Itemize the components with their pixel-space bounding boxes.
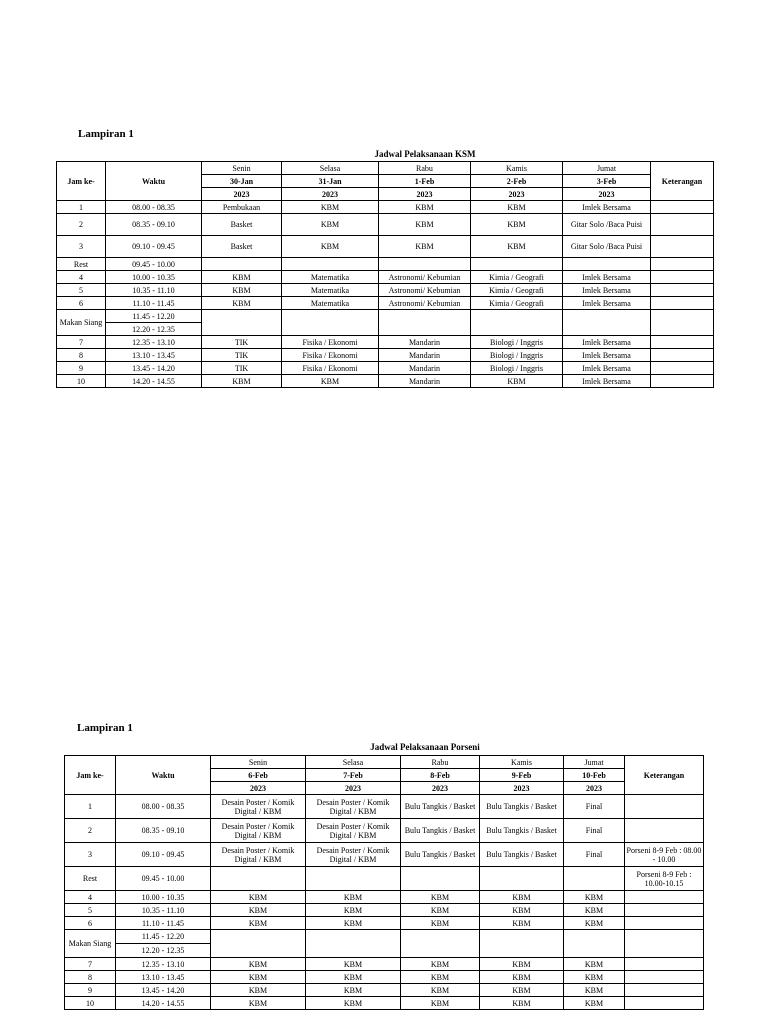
cell-activity: KBM: [202, 375, 282, 388]
header-day-name: Kamis: [471, 162, 563, 175]
cell-activity: KBM: [202, 297, 282, 310]
table-row: [65, 917, 704, 930]
cell-waktu: 08.00 - 08.35: [116, 795, 211, 819]
header-day-date: 1-Feb: [379, 175, 471, 188]
table-row: [57, 201, 714, 214]
cell-activity: Imlek Bersama: [563, 271, 651, 284]
cell-activity: Desain Poster / Komik Digital / KBM: [306, 843, 401, 867]
cell-keterangan: [651, 236, 714, 258]
header-day-name: Jumat: [563, 162, 651, 175]
cell-keterangan: Porseni 8-9 Feb : 10.00-10.15: [625, 867, 704, 891]
cell-jam: Rest: [57, 258, 106, 271]
cell-activity: KBM: [480, 904, 564, 917]
header-day-name: Rabu: [379, 162, 471, 175]
cell-activity: KBM: [306, 971, 401, 984]
table-row-makan: [57, 310, 714, 323]
cell-activity: KBM: [282, 201, 379, 214]
cell-activity: KBM: [401, 997, 480, 1010]
cell-waktu: 13.10 - 13.45: [106, 349, 202, 362]
cell-activity: KBM: [480, 971, 564, 984]
header-day-year: 2023: [564, 782, 625, 795]
header-day-name: Jumat: [564, 756, 625, 769]
cell-activity: KBM: [282, 236, 379, 258]
cell-activity: KBM: [564, 997, 625, 1010]
cell-jam: 4: [65, 891, 116, 904]
cell-activity: Desain Poster / Komik Digital / KBM: [306, 795, 401, 819]
header-keterangan: Keterangan: [625, 756, 704, 795]
table-row: [57, 258, 714, 271]
table-row: [65, 867, 704, 891]
cell-activity: KBM: [306, 958, 401, 971]
cell-activity: KBM: [480, 917, 564, 930]
cell-activity: KBM: [211, 984, 306, 997]
table-row: [57, 336, 714, 349]
cell-waktu: 09.10 - 09.45: [106, 236, 202, 258]
cell-activity: Matematika: [282, 271, 379, 284]
cell-keterangan: [625, 958, 704, 971]
cell-activity: KBM: [211, 997, 306, 1010]
cell-activity: Basket: [202, 236, 282, 258]
table-row: [57, 271, 714, 284]
cell-activity: KBM: [564, 904, 625, 917]
cell-waktu: 09.45 - 10.00: [116, 867, 211, 891]
cell-activity: KBM: [306, 904, 401, 917]
cell-jam: 5: [57, 284, 106, 297]
cell-activity: Final: [564, 819, 625, 843]
cell-activity: Biologi / Inggris: [471, 362, 563, 375]
header-day-year: 2023: [379, 188, 471, 201]
cell-waktu: 11.45 - 12.20: [116, 930, 211, 944]
cell-jam: 1: [57, 201, 106, 214]
cell-activity: [282, 310, 379, 336]
cell-activity: [211, 867, 306, 891]
cell-waktu: 11.10 - 11.45: [116, 917, 211, 930]
cell-activity: [211, 930, 306, 958]
cell-activity: Kimia / Geografi: [471, 284, 563, 297]
cell-keterangan: [625, 795, 704, 819]
header-keterangan: Keterangan: [651, 162, 714, 201]
header-jam: Jam ke-: [65, 756, 116, 795]
cell-activity: KBM: [564, 917, 625, 930]
cell-activity: Imlek Bersama: [563, 336, 651, 349]
header-day-year: 2023: [306, 782, 401, 795]
cell-activity: Astronomi/ Kebumian: [379, 271, 471, 284]
cell-activity: KBM: [379, 201, 471, 214]
cell-activity: Imlek Bersama: [563, 201, 651, 214]
cell-activity: [480, 867, 564, 891]
cell-jam: 5: [65, 904, 116, 917]
cell-activity: KBM: [480, 891, 564, 904]
cell-waktu: 10.35 - 11.10: [106, 284, 202, 297]
cell-activity: TIK: [202, 336, 282, 349]
cell-activity: [401, 867, 480, 891]
cell-activity: Kimia / Geografi: [471, 297, 563, 310]
cell-activity: [379, 310, 471, 336]
cell-activity: Fisika / Ekonomi: [282, 362, 379, 375]
table-row: [65, 997, 704, 1010]
cell-activity: [471, 310, 563, 336]
cell-waktu: 12.20 - 12.35: [106, 323, 202, 336]
cell-activity: Fisika / Ekonomi: [282, 349, 379, 362]
cell-waktu: 10.00 - 10.35: [116, 891, 211, 904]
cell-activity: KBM: [401, 891, 480, 904]
cell-activity: Biologi / Inggris: [471, 336, 563, 349]
cell-keterangan: [651, 297, 714, 310]
cell-activity: KBM: [471, 236, 563, 258]
table-row: [65, 958, 704, 971]
cell-activity: KBM: [202, 284, 282, 297]
cell-waktu: 14.20 - 14.55: [116, 997, 211, 1010]
table-row: [57, 284, 714, 297]
cell-waktu: 08.00 - 08.35: [106, 201, 202, 214]
cell-activity: [564, 867, 625, 891]
cell-activity: [202, 310, 282, 336]
header-day-date: 30-Jan: [202, 175, 282, 188]
cell-activity: KBM: [282, 214, 379, 236]
cell-waktu: 12.35 - 13.10: [106, 336, 202, 349]
table-row-makan: [65, 930, 704, 944]
header-waktu: Waktu: [116, 756, 211, 795]
table-row: [57, 349, 714, 362]
cell-activity: Matematika: [282, 297, 379, 310]
header-jam: Jam ke-: [57, 162, 106, 201]
table-row: [65, 984, 704, 997]
table-row: [65, 904, 704, 917]
cell-activity: KBM: [282, 375, 379, 388]
cell-jam: 3: [65, 843, 116, 867]
header-day-year: 2023: [401, 782, 480, 795]
cell-keterangan: [625, 997, 704, 1010]
cell-activity: KBM: [564, 971, 625, 984]
cell-activity: Mandarin: [379, 375, 471, 388]
header-day-name: Selasa: [282, 162, 379, 175]
cell-activity: Mandarin: [379, 362, 471, 375]
cell-waktu: 08.35 - 09.10: [116, 819, 211, 843]
cell-activity: KBM: [306, 984, 401, 997]
cell-activity: Basket: [202, 214, 282, 236]
header-day-date: 3-Feb: [563, 175, 651, 188]
lampiran-label-porseni: Lampiran 1: [77, 722, 133, 734]
header-day-year: 2023: [211, 782, 306, 795]
cell-activity: [306, 930, 401, 958]
cell-activity: Imlek Bersama: [563, 362, 651, 375]
header-day-date: 2-Feb: [471, 175, 563, 188]
cell-waktu: 12.35 - 13.10: [116, 958, 211, 971]
cell-activity: KBM: [471, 214, 563, 236]
cell-jam: 8: [57, 349, 106, 362]
cell-activity: [202, 258, 282, 271]
table-row: [65, 843, 704, 867]
cell-keterangan: [625, 971, 704, 984]
cell-activity: Imlek Bersama: [563, 349, 651, 362]
cell-keterangan: [625, 984, 704, 997]
cell-jam: 10: [65, 997, 116, 1010]
cell-activity: KBM: [306, 997, 401, 1010]
cell-activity: KBM: [211, 891, 306, 904]
cell-keterangan: [651, 271, 714, 284]
cell-jam: 9: [57, 362, 106, 375]
cell-waktu: 14.20 - 14.55: [106, 375, 202, 388]
cell-jam: 1: [65, 795, 116, 819]
cell-makan-label: Makan Siang: [65, 930, 116, 958]
table-row: [57, 362, 714, 375]
cell-activity: Biologi / Inggris: [471, 349, 563, 362]
cell-activity: [471, 258, 563, 271]
table-row: [65, 795, 704, 819]
cell-activity: Imlek Bersama: [563, 297, 651, 310]
table-row: [65, 971, 704, 984]
cell-activity: KBM: [379, 214, 471, 236]
cell-jam: 7: [57, 336, 106, 349]
table-row: [57, 375, 714, 388]
cell-activity: KBM: [471, 201, 563, 214]
cell-keterangan: Porseni 8-9 Feb : 08.00 - 10.00: [625, 843, 704, 867]
cell-waktu: 08.35 - 09.10: [106, 214, 202, 236]
cell-keterangan: [625, 891, 704, 904]
header-day-year: 2023: [471, 188, 563, 201]
header-day-year: 2023: [563, 188, 651, 201]
cell-activity: [564, 930, 625, 958]
cell-activity: Gitar Solo /Baca Puisi: [563, 236, 651, 258]
cell-activity: KBM: [211, 917, 306, 930]
cell-activity: KBM: [401, 971, 480, 984]
cell-activity: KBM: [564, 958, 625, 971]
cell-waktu: 11.10 - 11.45: [106, 297, 202, 310]
cell-keterangan: [651, 214, 714, 236]
cell-jam: 6: [57, 297, 106, 310]
cell-activity: Astronomi/ Kebumian: [379, 297, 471, 310]
header-day-year: 2023: [282, 188, 379, 201]
cell-jam: 10: [57, 375, 106, 388]
cell-activity: [563, 310, 651, 336]
cell-jam: 9: [65, 984, 116, 997]
cell-activity: Astronomi/ Kebumian: [379, 284, 471, 297]
cell-activity: Mandarin: [379, 336, 471, 349]
cell-activity: KBM: [211, 904, 306, 917]
header-waktu: Waktu: [106, 162, 202, 201]
cell-activity: KBM: [211, 958, 306, 971]
header-day-date: 9-Feb: [480, 769, 564, 782]
cell-activity: Final: [564, 843, 625, 867]
cell-activity: Kimia / Geografi: [471, 271, 563, 284]
cell-waktu: 13.45 - 14.20: [116, 984, 211, 997]
header-day-name: Senin: [202, 162, 282, 175]
cell-activity: Mandarin: [379, 349, 471, 362]
header-day-date: 31-Jan: [282, 175, 379, 188]
cell-makan-label: Makan Siang: [57, 310, 106, 336]
cell-activity: KBM: [379, 236, 471, 258]
cell-activity: Imlek Bersama: [563, 284, 651, 297]
cell-keterangan: [625, 930, 704, 958]
cell-activity: KBM: [401, 958, 480, 971]
cell-keterangan: [625, 819, 704, 843]
header-day-date: 8-Feb: [401, 769, 480, 782]
table-row: [57, 236, 714, 258]
header-day-name: Selasa: [306, 756, 401, 769]
cell-activity: [401, 930, 480, 958]
header-day-year: 2023: [202, 188, 282, 201]
cell-activity: TIK: [202, 362, 282, 375]
cell-jam: 2: [57, 214, 106, 236]
cell-jam: Rest: [65, 867, 116, 891]
table-row: [65, 819, 704, 843]
cell-jam: 3: [57, 236, 106, 258]
cell-activity: KBM: [306, 917, 401, 930]
cell-jam: 8: [65, 971, 116, 984]
header-row-days: [65, 756, 704, 769]
cell-keterangan: [651, 284, 714, 297]
cell-activity: Final: [564, 795, 625, 819]
cell-activity: KBM: [401, 917, 480, 930]
cell-activity: Imlek Bersama: [563, 375, 651, 388]
cell-jam: 2: [65, 819, 116, 843]
cell-activity: KBM: [401, 904, 480, 917]
cell-waktu: 11.45 - 12.20: [106, 310, 202, 323]
cell-activity: Fisika / Ekonomi: [282, 336, 379, 349]
cell-activity: [563, 258, 651, 271]
cell-activity: KBM: [211, 971, 306, 984]
cell-jam: 4: [57, 271, 106, 284]
cell-waktu: 12.20 - 12.35: [116, 944, 211, 958]
cell-activity: [379, 258, 471, 271]
cell-activity: [480, 930, 564, 958]
cell-activity: Desain Poster / Komik Digital / KBM: [306, 819, 401, 843]
cell-keterangan: [651, 336, 714, 349]
cell-activity: KBM: [480, 997, 564, 1010]
lampiran-label-ksm: Lampiran 1: [78, 128, 134, 140]
header-day-date: 6-Feb: [211, 769, 306, 782]
porseni-table-title: Jadwal Pelaksanaan Porseni: [370, 742, 480, 752]
cell-keterangan: [651, 201, 714, 214]
cell-waktu: 10.35 - 11.10: [116, 904, 211, 917]
header-day-year: 2023: [480, 782, 564, 795]
cell-activity: KBM: [306, 891, 401, 904]
cell-keterangan: [651, 310, 714, 336]
cell-activity: Gitar Solo /Baca Puisi: [563, 214, 651, 236]
cell-activity: Bulu Tangkis / Basket: [401, 819, 480, 843]
table-row: [57, 297, 714, 310]
cell-activity: Bulu Tangkis / Basket: [401, 843, 480, 867]
cell-waktu: 10.00 - 10.35: [106, 271, 202, 284]
cell-activity: Desain Poster / Komik Digital / KBM: [211, 819, 306, 843]
cell-activity: Pembukaan: [202, 201, 282, 214]
cell-activity: KBM: [564, 984, 625, 997]
cell-activity: Bulu Tangkis / Basket: [480, 795, 564, 819]
cell-keterangan: [651, 375, 714, 388]
ksm-schedule-table: [56, 161, 714, 388]
cell-waktu: 09.45 - 10.00: [106, 258, 202, 271]
cell-activity: KBM: [202, 271, 282, 284]
cell-waktu: 13.45 - 14.20: [106, 362, 202, 375]
cell-keterangan: [625, 904, 704, 917]
cell-activity: KBM: [564, 891, 625, 904]
cell-keterangan: [651, 258, 714, 271]
header-row-days: [57, 162, 714, 175]
ksm-table-title: Jadwal Pelaksanaan KSM: [374, 149, 476, 159]
cell-activity: KBM: [480, 984, 564, 997]
cell-activity: Matematika: [282, 284, 379, 297]
cell-activity: TIK: [202, 349, 282, 362]
cell-jam: 7: [65, 958, 116, 971]
table-row: [65, 891, 704, 904]
header-day-name: Kamis: [480, 756, 564, 769]
cell-waktu: 09.10 - 09.45: [116, 843, 211, 867]
cell-activity: KBM: [471, 375, 563, 388]
cell-keterangan: [651, 349, 714, 362]
porseni-schedule-table: [64, 755, 704, 1010]
cell-activity: [306, 867, 401, 891]
header-day-name: Senin: [211, 756, 306, 769]
cell-activity: Desain Poster / Komik Digital / KBM: [211, 843, 306, 867]
cell-activity: KBM: [480, 958, 564, 971]
cell-waktu: 13.10 - 13.45: [116, 971, 211, 984]
table-row: [57, 214, 714, 236]
header-day-name: Rabu: [401, 756, 480, 769]
cell-activity: Bulu Tangkis / Basket: [401, 795, 480, 819]
cell-activity: [282, 258, 379, 271]
header-day-date: 10-Feb: [564, 769, 625, 782]
cell-activity: Bulu Tangkis / Basket: [480, 819, 564, 843]
cell-activity: Desain Poster / Komik Digital / KBM: [211, 795, 306, 819]
cell-activity: Bulu Tangkis / Basket: [480, 843, 564, 867]
header-day-date: 7-Feb: [306, 769, 401, 782]
cell-jam: 6: [65, 917, 116, 930]
cell-keterangan: [625, 917, 704, 930]
cell-activity: KBM: [401, 984, 480, 997]
cell-keterangan: [651, 362, 714, 375]
